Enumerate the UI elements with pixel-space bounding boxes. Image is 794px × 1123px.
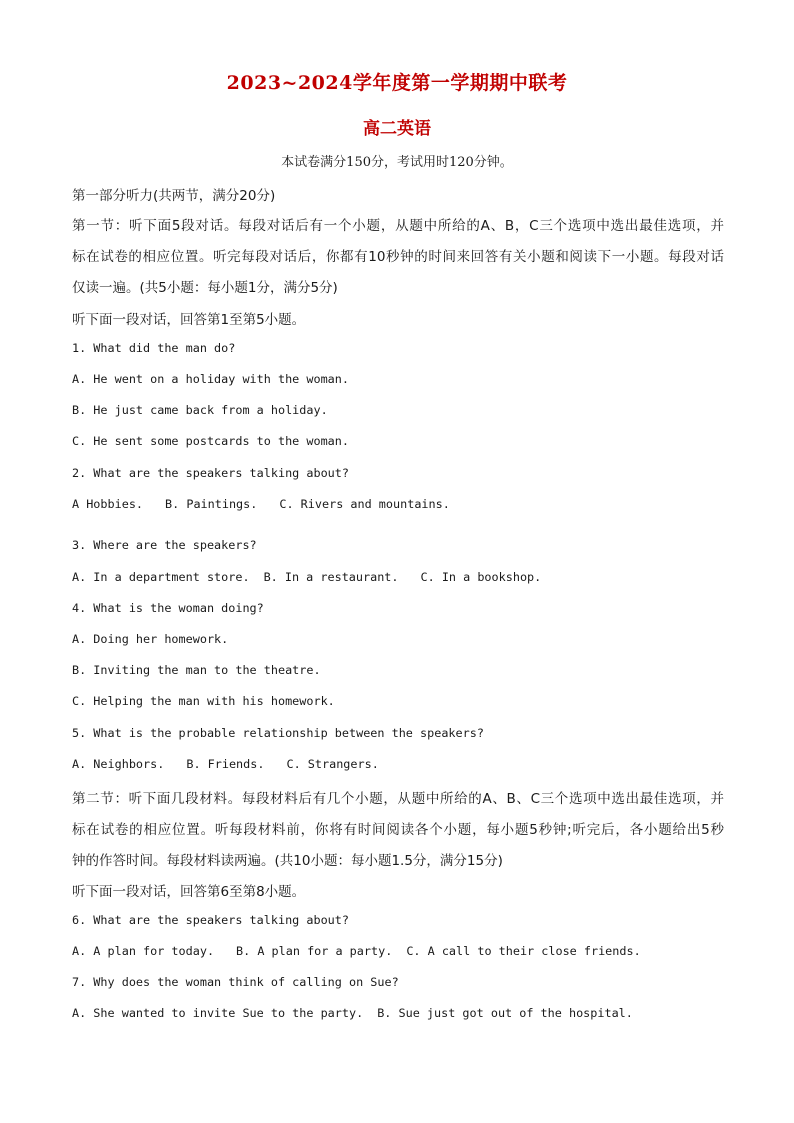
section1-line-3: 仅读一遍。(共5小题：每小题1分，满分5分): [72, 280, 338, 296]
q3-option-c: C. In a bookshop.: [420, 570, 542, 584]
q1-option-c: C. He sent some postcards to the woman.: [72, 434, 349, 448]
question-7: 7. Why does the woman think of calling on Sue?: [72, 975, 399, 989]
q2-option-a: A Hobbies.: [72, 497, 144, 511]
q7-options: [72, 1006, 724, 1020]
exam-title: 2023~2024学年度第一学期期中联考: [226, 72, 568, 94]
q5-option-c: C. Strangers.: [286, 757, 379, 771]
q5-options: [72, 757, 724, 771]
section2-line-1: 第二节：听下面几段材料。每段材料后有几个小题，从题中所给的A、B、C三个选项中选出最佳选项，并: [72, 791, 724, 807]
q3-option-b: B. In a restaurant.: [263, 570, 399, 584]
q5-option-b: B. Friends.: [186, 757, 265, 771]
q2-options: [72, 497, 724, 511]
section2-line-3: 钟的作答时间。每段材料读两遍。(共10小题：每小题1.5分，满分15分): [72, 853, 503, 869]
section1-line-2: 标在试卷的相应位置。听完每段对话后，你都有10秒钟的时间来回答有关小题和阅读下一小题。每段对话: [72, 249, 724, 265]
q1-option-a: A. He went on a holiday with the woman.: [72, 372, 349, 386]
question-1: 1. What did the man do?: [72, 341, 236, 355]
question-2: 2. What are the speakers talking about?: [72, 466, 349, 480]
exam-intro: 本试卷满分150分，考试用时120分钟。: [281, 155, 513, 170]
question-5: 5. What is the probable relationship between the speakers?: [72, 726, 484, 740]
q7-option-a: A. She wanted to invite Sue to the party.: [72, 1006, 364, 1020]
q2-option-c: C. Rivers and mountains.: [279, 497, 450, 511]
q5-option-a: A. Neighbors.: [72, 757, 165, 771]
section1-line-1: 第一节：听下面5段对话。每段对话后有一个小题，从题中所给的A、B，C三个选项中选出最佳选项，并: [72, 218, 724, 234]
section2-line-2: 标在试卷的相应位置。听每段材料前，你将有时间阅读各个小题，每小题5秒钟;听完后，各小题给出5秒: [72, 822, 724, 838]
question-4: 4. What is the woman doing?: [72, 601, 264, 615]
q2-option-b: B. Paintings.: [165, 497, 258, 511]
q6-option-a: A. A plan for today.: [72, 944, 215, 958]
q6-options: [72, 944, 724, 958]
q4-option-c: C. Helping the man with his homework.: [72, 694, 335, 708]
q4-option-b: B. Inviting the man to the theatre.: [72, 663, 321, 677]
q7-option-b: B. Sue just got out of the hospital.: [377, 1006, 633, 1020]
q3-options: [72, 570, 724, 584]
q3-option-a: A. In a department store.: [72, 570, 250, 584]
exam-subject: 高二英语: [363, 119, 431, 139]
q6-option-b: B. A plan for a party.: [236, 944, 393, 958]
section2-instruction: 听下面一段对话，回答第6至第8小题。: [72, 884, 306, 900]
section1-instruction: 听下面一段对话，回答第1至第5小题。: [72, 312, 306, 328]
q4-option-a: A. Doing her homework.: [72, 632, 229, 646]
q6-option-c: C. A call to their close friends.: [406, 944, 641, 958]
question-6: 6. What are the speakers talking about?: [72, 913, 349, 927]
part1-heading: 第一部分听力(共两节，满分20分): [72, 188, 276, 204]
q1-option-b: B. He just came back from a holiday.: [72, 403, 328, 417]
question-3: 3. Where are the speakers?: [72, 538, 257, 552]
